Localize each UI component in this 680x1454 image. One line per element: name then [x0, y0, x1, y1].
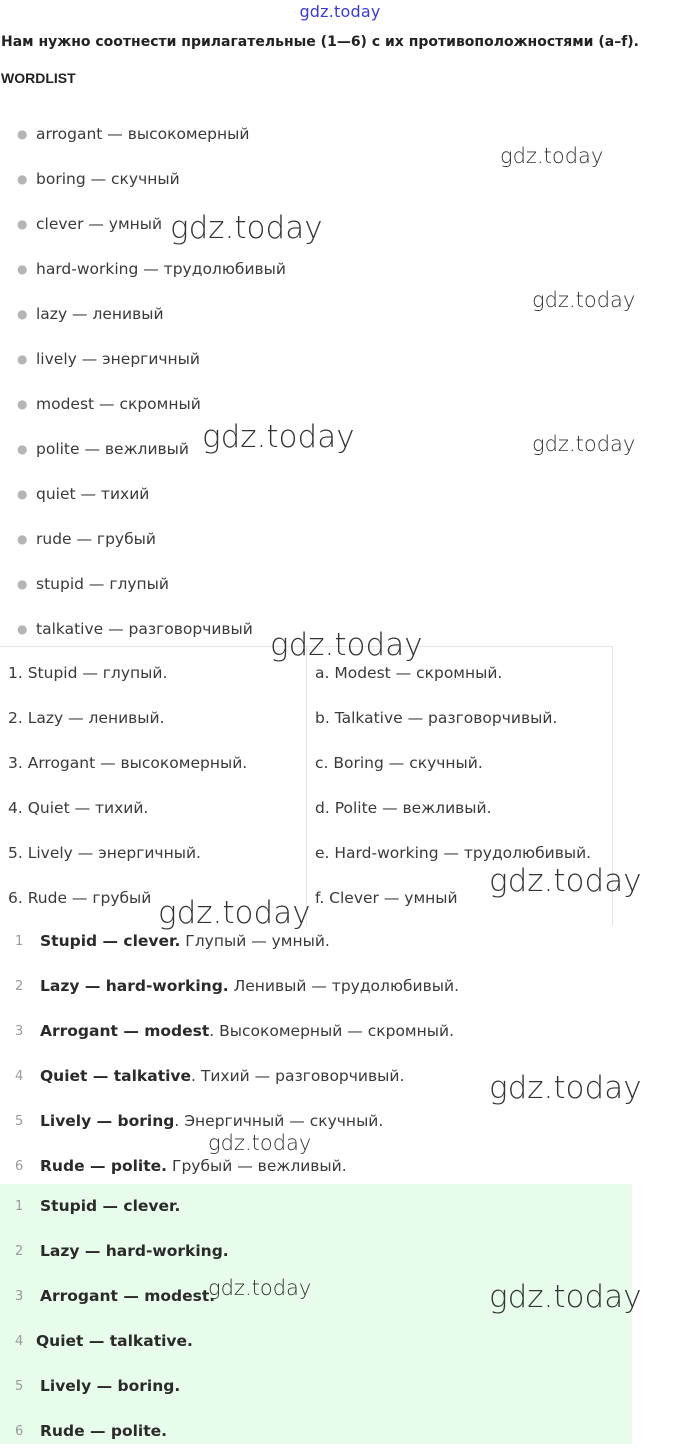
list-item: ● hard-working — трудолюбивый: [0, 247, 286, 292]
answer-pair: Rude — polite.: [40, 1422, 168, 1440]
answer-translation: . Тихий — разговорчивый.: [191, 1067, 405, 1085]
answer-pair: Rude — polite.: [40, 1157, 168, 1175]
answer-number: 4: [15, 1069, 24, 1084]
intro-text: Нам нужно соотнести прилагательные (1—6) с их противоположностями (a–f).: [1, 34, 639, 50]
watermark: gdz.today: [202, 419, 355, 455]
bullet-icon: ●: [17, 622, 28, 636]
answer-pair: Lazy — hard-working.: [40, 977, 229, 995]
list-item: ● stupid — глупый: [0, 562, 286, 607]
answer-translation: Грубый — вежливый.: [167, 1157, 347, 1175]
matching-cell: 5. Lively — энергичный.: [8, 844, 201, 862]
answer-number: 3: [15, 1024, 24, 1039]
matching-cell: b. Talkative — разговорчивый.: [315, 709, 558, 727]
list-item: ● arrogant — высокомерный: [0, 112, 286, 157]
answer-pair: Lazy — hard-working.: [40, 1242, 229, 1260]
answer-pair: Quiet — talkative: [40, 1067, 192, 1085]
answer-number: 6: [15, 1424, 24, 1439]
answers-list: [0, 919, 680, 1189]
bullet-icon: ●: [17, 307, 28, 321]
final-answer-row: [0, 1319, 632, 1364]
list-item: ● rude — грубый: [0, 517, 286, 562]
column-divider: [306, 647, 307, 926]
watermark: gdz.today: [208, 1131, 312, 1155]
answer-translation: Ленивый — трудолюбивый.: [228, 977, 459, 995]
list-item: ● boring — скучный: [0, 157, 286, 202]
answer-number: 2: [15, 1244, 24, 1259]
answer-row: [0, 1009, 680, 1054]
bullet-icon: ●: [17, 442, 28, 456]
watermark: gdz.today: [489, 863, 642, 899]
answer-number: 6: [15, 1159, 24, 1174]
matching-cell: f. Clever — умный: [315, 889, 458, 907]
bullet-icon: ●: [17, 397, 28, 411]
watermark: gdz.today: [170, 210, 323, 246]
list-item: ● lively — энергичный: [0, 337, 286, 382]
watermark: gdz.today: [270, 627, 423, 663]
answer-number: 2: [15, 979, 24, 994]
answer-number: 1: [15, 934, 24, 949]
answer-pair: Quiet — talkative.: [36, 1332, 193, 1350]
wordlist: [0, 112, 286, 652]
watermark: gdz.today: [532, 288, 636, 312]
matching-cell: a. Modest — скромный.: [315, 664, 503, 682]
final-answer-row: [0, 1364, 632, 1409]
answer-pair: Arrogant — modest: [40, 1022, 210, 1040]
matching-cell: d. Polite — вежливый.: [315, 799, 492, 817]
bullet-icon: ●: [17, 262, 28, 276]
final-answer-row: [0, 1229, 632, 1274]
matching-cell: 6. Rude — грубый: [8, 889, 152, 907]
answer-pair: Arrogant — modest.: [40, 1287, 216, 1305]
answer-pair: Stupid — clever.: [40, 932, 181, 950]
answer-number: 3: [15, 1289, 24, 1304]
answer-pair: Stupid — clever.: [40, 1197, 181, 1215]
watermark: gdz.today: [532, 432, 636, 456]
bullet-icon: ●: [17, 487, 28, 501]
watermark: gdz.today: [500, 144, 604, 168]
watermark: gdz.today: [208, 1276, 312, 1300]
answer-number: 1: [15, 1199, 24, 1214]
answer-translation: . Энергичный — скучный.: [174, 1112, 384, 1130]
list-item: ● polite — вежливый: [0, 427, 286, 472]
bullet-icon: ●: [17, 352, 28, 366]
answer-row: [0, 964, 680, 1009]
list-item: ● talkative — разговорчивый: [0, 607, 286, 652]
answer-number: 5: [15, 1379, 24, 1394]
final-answer-row: [0, 1184, 632, 1229]
bullet-icon: ●: [17, 577, 28, 591]
answer-number: 5: [15, 1114, 24, 1129]
final-answer-row: [0, 1409, 632, 1454]
watermark: gdz.today: [158, 895, 311, 931]
matching-cell: 2. Lazy — ленивый.: [8, 709, 165, 727]
matching-cell: e. Hard-working — трудолюбивый.: [315, 844, 592, 862]
bullet-icon: ●: [17, 532, 28, 546]
answer-row: [0, 1144, 680, 1189]
answer-number: 4: [15, 1334, 24, 1349]
answer-translation: Глупый — умный.: [180, 932, 330, 950]
answer-translation: . Высокомерный — скромный.: [209, 1022, 454, 1040]
answer-pair: Lively — boring: [40, 1112, 175, 1130]
bullet-icon: ●: [17, 172, 28, 186]
bullet-icon: ●: [17, 127, 28, 141]
matching-cell: 3. Arrogant — высокомерный.: [8, 754, 248, 772]
watermark: gdz.today: [489, 1279, 642, 1315]
watermark: gdz.today: [489, 1070, 642, 1106]
wordlist-heading: WORDLIST: [1, 70, 76, 86]
list-item: ● lazy — ленивый: [0, 292, 286, 337]
top-watermark: gdz.today: [299, 2, 381, 21]
matching-left-column: [8, 651, 247, 921]
answer-row: [0, 919, 680, 964]
list-item: ● clever — умный: [0, 202, 286, 247]
list-item: ● quiet — тихий: [0, 472, 286, 517]
matching-cell: c. Boring — скучный.: [315, 754, 483, 772]
answer-pair: Lively — boring.: [40, 1377, 181, 1395]
list-item: ● modest — скромный: [0, 382, 286, 427]
matching-cell: 1. Stupid — глупый.: [8, 664, 168, 682]
bullet-icon: ●: [17, 217, 28, 231]
matching-cell: 4. Quiet — тихий.: [8, 799, 149, 817]
